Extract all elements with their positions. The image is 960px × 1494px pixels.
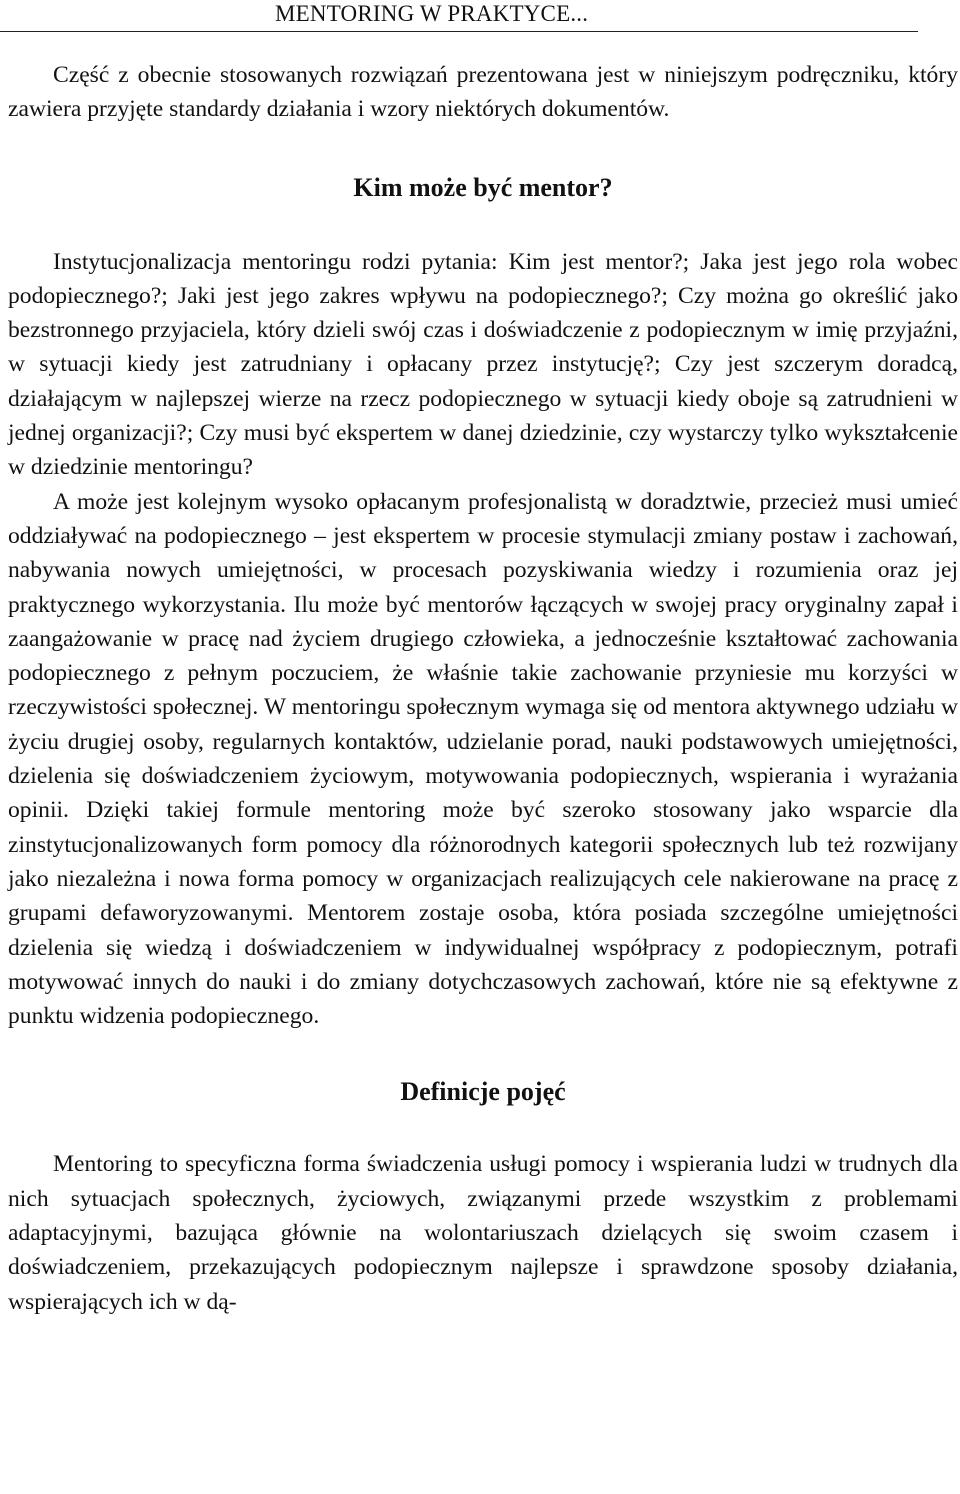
running-header: MENTORING W PRAKTYCE... bbox=[0, 0, 918, 32]
mentor-questions-paragraph: Instytucjonalizacja mentoringu rodzi pytania: Kim jest mentor?; Jaka jest jego rola wobec podopiecznego?; Jaki jest jego zakres wpływu na podopiecznego?; Czy można go określić jako bezstronnego przyjaciela, który dzieli swój czas i doświadczenie z podopiecznym w imię przyjaźni, w sytuacji kiedy jest zatrudniany i opłacany przez instytucję?; Czy jest szczerym doradcą, działającym w najlepszej wierze na rzecz podopiecznego w sytuacji kiedy oboje są zatrudnieni w jednej organizacji?; Czy musi być ekspertem w danej dziedzinie, czy wystarczy tylko wykształcenie w dziedzinie mentoringu? bbox=[8, 248, 958, 481]
page-body bbox=[8, 58, 958, 1319]
definitions-paragraph: Mentoring to specyficzna forma świadczenia usługi pomocy i wspierania ludzi w trudnych dla nich sytuacjach społecznych, życiowych, związanymi przede wszystkim z problemami adaptacyjnymi, bazująca głównie na wolontariuszach dzielących się swoim czasem i doświadczeniem, przekazujących podopiecznym najlepsze i sprawdzone sposoby działania, wspierających ich w dą- bbox=[8, 1151, 958, 1315]
section-heading-mentor: Kim może być mentor? bbox=[353, 172, 613, 202]
section-heading-definitions: Definicje pojęć bbox=[400, 1077, 566, 1107]
intro-paragraph: Część z obecnie stosowanych rozwiązań prezentowana jest w niniejszym podręczniku, który zawiera przyjęte standardy działania i wzory niektórych dokumentów. bbox=[8, 62, 958, 123]
mentor-description-paragraph: A może jest kolejnym wysoko opłacanym profesjonalistą w doradztwie, przecież musi umieć oddziaływać na podopiecznego – jest ekspertem w procesie stymulacji zmiany postaw i zachowań, nabywania nowych umiejętności, w procesach pozyskiwania wiedzy i rozumienia oraz jej praktycznego wykorzystania. Ilu może być mentorów łączących w swojej pracy oryginalny zapał i zaangażowanie w pracę nad życiem drugiego człowieka, a jednocześnie kształtować zachowania podopiecznego z pełnym poczuciem, że właśnie takie zachowanie przyniesie mu korzyści w rzeczywistości społecznej. W mentoringu społecznym wymaga się od mentora aktywnego udziału w życiu drugiej osoby, regularnych kontaktów, udzielanie porad, nauki podstawowych umiejętności, dzielenia się doświadczeniem życiowym, motywowania podopiecznych, wspierania i wyrażania opinii. Dzięki takiej formule mentoring może być szeroko stosowany jako wsparcie dla zinstytucjonalizowanych form pomocy dla różnorodnych kategorii społecznych lub też rozwijany jako niezależna i nowa forma pomocy w organizacjach realizujących cele nakierowane na pracę z grupami defaworyzowanymi. Mentorem zostaje osoba, która posiada szczególne umiejętności dzielenia się wiedzą i doświadczeniem w indywidualnej współpracy z podopiecznym, potrafi motywować innych do nauki i do zmiany dotychczasowych zachowań, które nie są efektywne z punktu widzenia podopiecznego. bbox=[8, 488, 958, 1030]
